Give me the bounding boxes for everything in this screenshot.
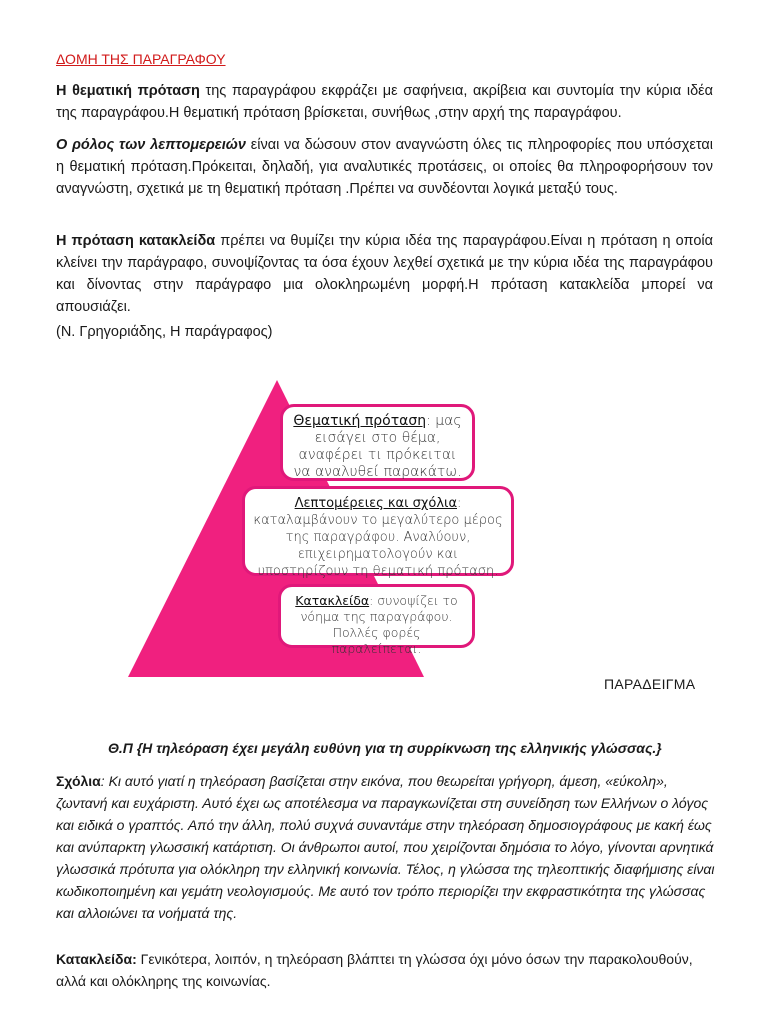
example-thesis: Θ.Π {Η τηλεόραση έχει μεγάλη ευθύνη για τη συρρίκνωση της ελληνικής γλώσσας.}	[108, 740, 662, 756]
pyramid-box-conclusion	[278, 584, 475, 656]
box-title: Κατακλείδα	[295, 593, 370, 608]
page-heading: ΔΟΜΗ ΤΗΣ ΠΑΡΑΓΡΑΦΟΥ	[56, 51, 226, 67]
example-conclusion	[56, 948, 696, 992]
pyramid-box-details	[242, 486, 514, 579]
box-text: : καταλαμβάνουν το μεγαλύτερο μέρος της παραγράφου. Αναλύουν, επιχειρηματολογούν και υποστηρίζουν τη θεματική πρόταση.	[253, 496, 503, 579]
comments-label: Σχόλια	[56, 773, 101, 789]
paragraph-text: είναι να δώσουν στον αναγνώστη όλες τις πληροφορίες που υπόσχεται η θεματική πρόταση.Πρόκειται, δηλαδή, για αναλυτικές προτάσεις, οι οποίες θα πληροφορήσουν τον αναγνώστη, σχετικά με τη θεματική πρόταση .Πρέπει να συνδέονται λογικά μεταξύ τους.	[56, 137, 713, 197]
conclusion-text: Γενικότερα, λοιπόν, η τηλεόραση βλάπτει τη γλώσσα όχι μόνο όσων την παρακολουθούν, αλλά και ολόκληρης της κοινωνίας.	[56, 951, 693, 989]
pyramid-box-thematic	[280, 404, 475, 481]
paragraph-text: πρέπει να θυμίζει την κύρια ιδέα της παραγράφου.Είναι η πρόταση η οποία κλείνει την παράγραφο, συνοψίζοντας τα όσα έχουν λεχθεί σχετικά με την κύρια ιδέα της παραγράφου και δίνοντας στην παράγραφο μια ολοκληρωμένη μορφή.Η πρόταση κατακλείδα μπορεί να απουσιάζει.	[56, 233, 713, 315]
term-details: Ο ρόλος των λεπτομερειών	[56, 137, 246, 153]
box-title: Θεματική πρόταση	[293, 413, 427, 429]
term-conclusion-sentence: Η πρόταση κατακλείδα	[56, 233, 216, 249]
box-text: : συνοψίζει το νόημα της παραγράφου. Πολλές φορές παραλείπεται.	[300, 593, 458, 656]
box-text: : μας εισάγει στο θέμα, αναφέρει τι πρόκειται να αναλυθεί παρακάτω.	[293, 413, 462, 480]
term-thematic-sentence: Η θεματική πρόταση	[56, 83, 200, 99]
comments-text: : Κι αυτό γιατί η τηλεόραση βασίζεται στην εικόνα, που θεωρείται γρήγορη, άμεση, «εύκολη», ζωντανή και ευχάριστη. Αυτό έχει ως αποτέλεσμα να παραγκωνίζεται στη συνείδηση των Ελλήνων ο λόγος και ειδικά ο γραπτός. Από την άλλη, πολύ συχνά συναντάμε στην τηλεόραση δημοσιογράφους με κακή έως και ανύπαρκτη γλωσσική κατάρτιση. Οι άνθρωποι αυτοί, που χειρίζονται δημόσια το λόγο, γίνονται αρνητικά γλωσσικά πρότυπα για ολόκληρη την ελληνική κοινωνία. Τέλος, η γλώσσα της τηλεοπτικής διαφήμισης είναι κωδικοποιημένη και γεμάτη νεολογισμούς. Με αυτό τον τρόπο περιορίζει την εκφραστικότητα της γλώσσας και αλλοιώνει τα νοήματά της.	[56, 773, 715, 921]
conclusion-label: Κατακλείδα:	[56, 951, 137, 967]
box-title: Λεπτομέρειες και σχόλια	[294, 496, 458, 511]
example-comments	[56, 770, 716, 924]
paragraph-text: της παραγράφου εκφράζει με σαφήνεια, ακρίβεια και συντομία την κύρια ιδέα της παραγράφου.Η θεματική πρόταση βρίσκεται, συνήθως ,στην αρχή της παραγράφου.	[56, 83, 714, 121]
citation: (Ν. Γρηγοριάδης, Η παράγραφος)	[56, 324, 273, 340]
example-label: ΠΑΡΑΔΕΙΓΜΑ	[604, 676, 696, 692]
